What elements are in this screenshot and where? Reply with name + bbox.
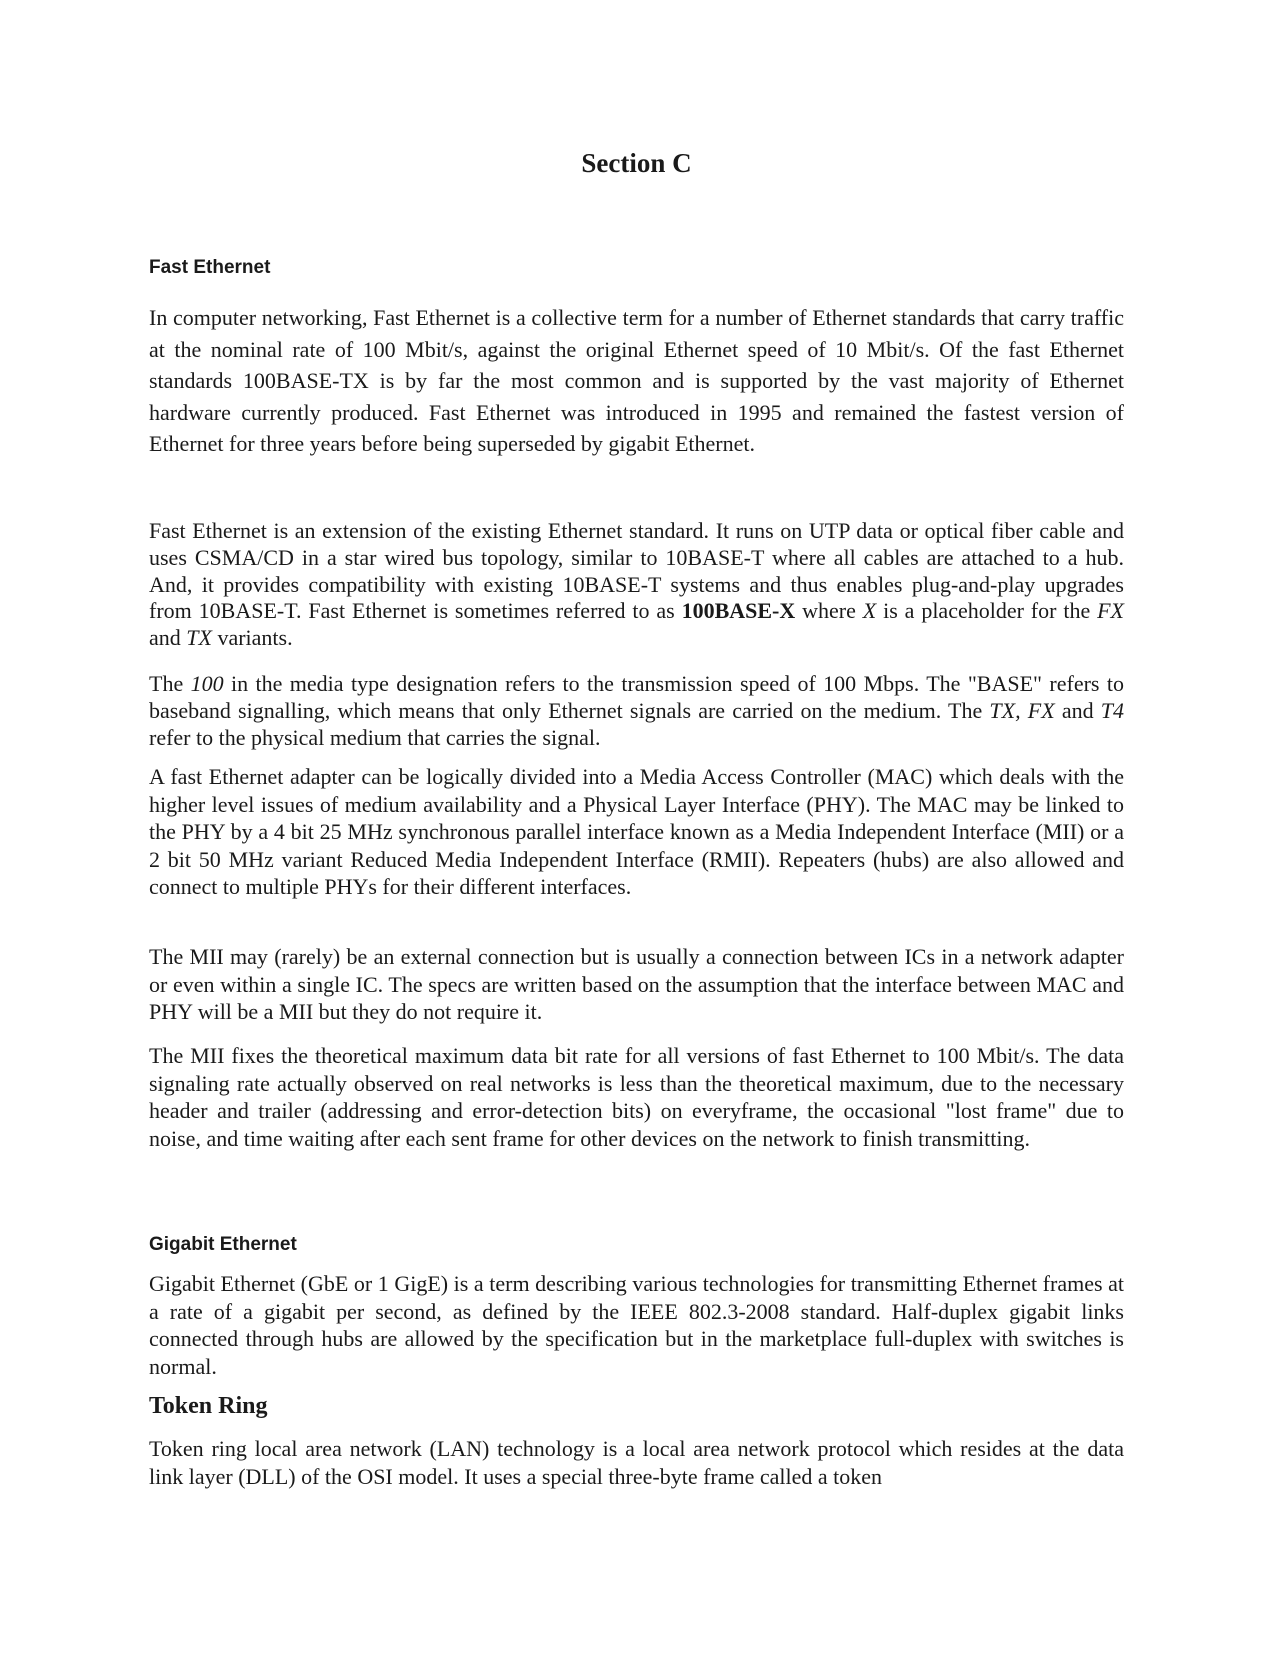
italic-term: 100: [190, 671, 224, 696]
bold-term-100base-x: 100BASE-X: [681, 598, 796, 624]
paragraph-fast-ethernet-intro: In computer networking, Fast Ethernet is a collective term for a number of Ethernet standards that carry traffic at the nominal rate of 100 Mbit/s, against the original Ethernet speed of 10 Mbit/s. Of the fast Ethernet standards 100BASE-TX is by far the most common and is supported by the vast majority of Ethernet hardware currently produced. Fast Ethernet was introduced in 1995 and remained the fastest version of Ethernet for three years before being superseded by gigabit Ethernet.: [149, 305, 1124, 456]
paragraph-token-ring: Token ring local area network (LAN) technology is a local area network protocol which resides at the data link layer (DLL) of the OSI model. It uses a special three-byte frame called a token: [149, 1436, 1124, 1489]
italic-term: TX, FX: [989, 697, 1055, 723]
paragraph-mii-connection: The MII may (rarely) be an external connection but is usually a connection between ICs in a network adapter or even within a single IC. The specs are written based on the assumption that the interface between MAC and PHY will be a MII but they do not require it.: [149, 944, 1124, 1024]
heading-token-ring: Token Ring: [149, 1393, 268, 1419]
italic-term: FX: [1097, 598, 1124, 624]
italic-term: X: [862, 598, 877, 624]
heading-gigabit-ethernet: Gigabit Ethernet: [149, 1234, 297, 1255]
text-run: and: [149, 625, 187, 651]
text-run: refer to the physical medium that carries the signal.: [149, 724, 601, 750]
paragraph-adapter: A fast Ethernet adapter can be logically divided into a Media Access Controller (MAC) which deals with the higher level issues of medium availability and a Physical Layer Interface (PHY). The MAC may be linked to the PHY by a 4 bit 25 MHz synchronous parallel interface known as a Media Independent Interface (MII) or a 2 bit 50 MHz variant Reduced Media Independent Interface (RMII). Repeaters (hubs) are also allowed and connect to multiple PHYs for their different interfaces.: [149, 764, 1124, 899]
text-run: where: [795, 598, 863, 624]
text-run: The: [149, 671, 191, 696]
heading-fast-ethernet: Fast Ethernet: [149, 257, 271, 278]
paragraph-gigabit-ethernet: Gigabit Ethernet (GbE or 1 GigE) is a term describing various technologies for transmitting Ethernet frames at a rate of a gigabit per second, as defined by the IEEE 802.3-2008 standard. Half-duplex gigabit links connected through hubs are allowed by the specification but in the marketplace full-duplex with switches is normal.: [149, 1271, 1124, 1379]
text-run: in the media type designation refers to the transmission speed of 100 Mbps. The "BASE" refers to baseband signalling, which means that only Ethernet signals are carried on the medium. The: [149, 671, 1124, 723]
italic-term: TX: [186, 625, 212, 651]
paragraph-media-type: [149, 671, 1124, 751]
page-title: Section C: [581, 148, 692, 178]
text-run: variants.: [211, 625, 293, 651]
paragraph-fast-ethernet-extension: [149, 518, 1124, 652]
text-run: Fast Ethernet is an extension of the existing Ethernet standard. It runs on UTP data or optical fiber cable and uses CSMA/CD in a star wired bus topology, similar to 10BASE-T where all cables are attached to a hub. And, it provides compatibility with existing 10BASE-T systems and thus enables plug-and-play upgrades from 10BASE-T. Fast Ethernet is sometimes referred to as: [149, 518, 1124, 624]
text-run: is a placeholder for the: [876, 598, 1098, 624]
italic-term: T4: [1100, 697, 1125, 723]
paragraph-mii-rate: The MII fixes the theoretical maximum data bit rate for all versions of fast Ethernet to 100 Mbit/s. The data signaling rate actually observed on real networks is less than the theoretical maximum, due to the necessary header and trailer (addressing and error-detection bits) on everyframe, the occasional "lost frame" due to noise, and time waiting after each sent frame for other devices on the network to finish transmitting.: [149, 1043, 1124, 1151]
text-run: and: [1054, 697, 1101, 723]
